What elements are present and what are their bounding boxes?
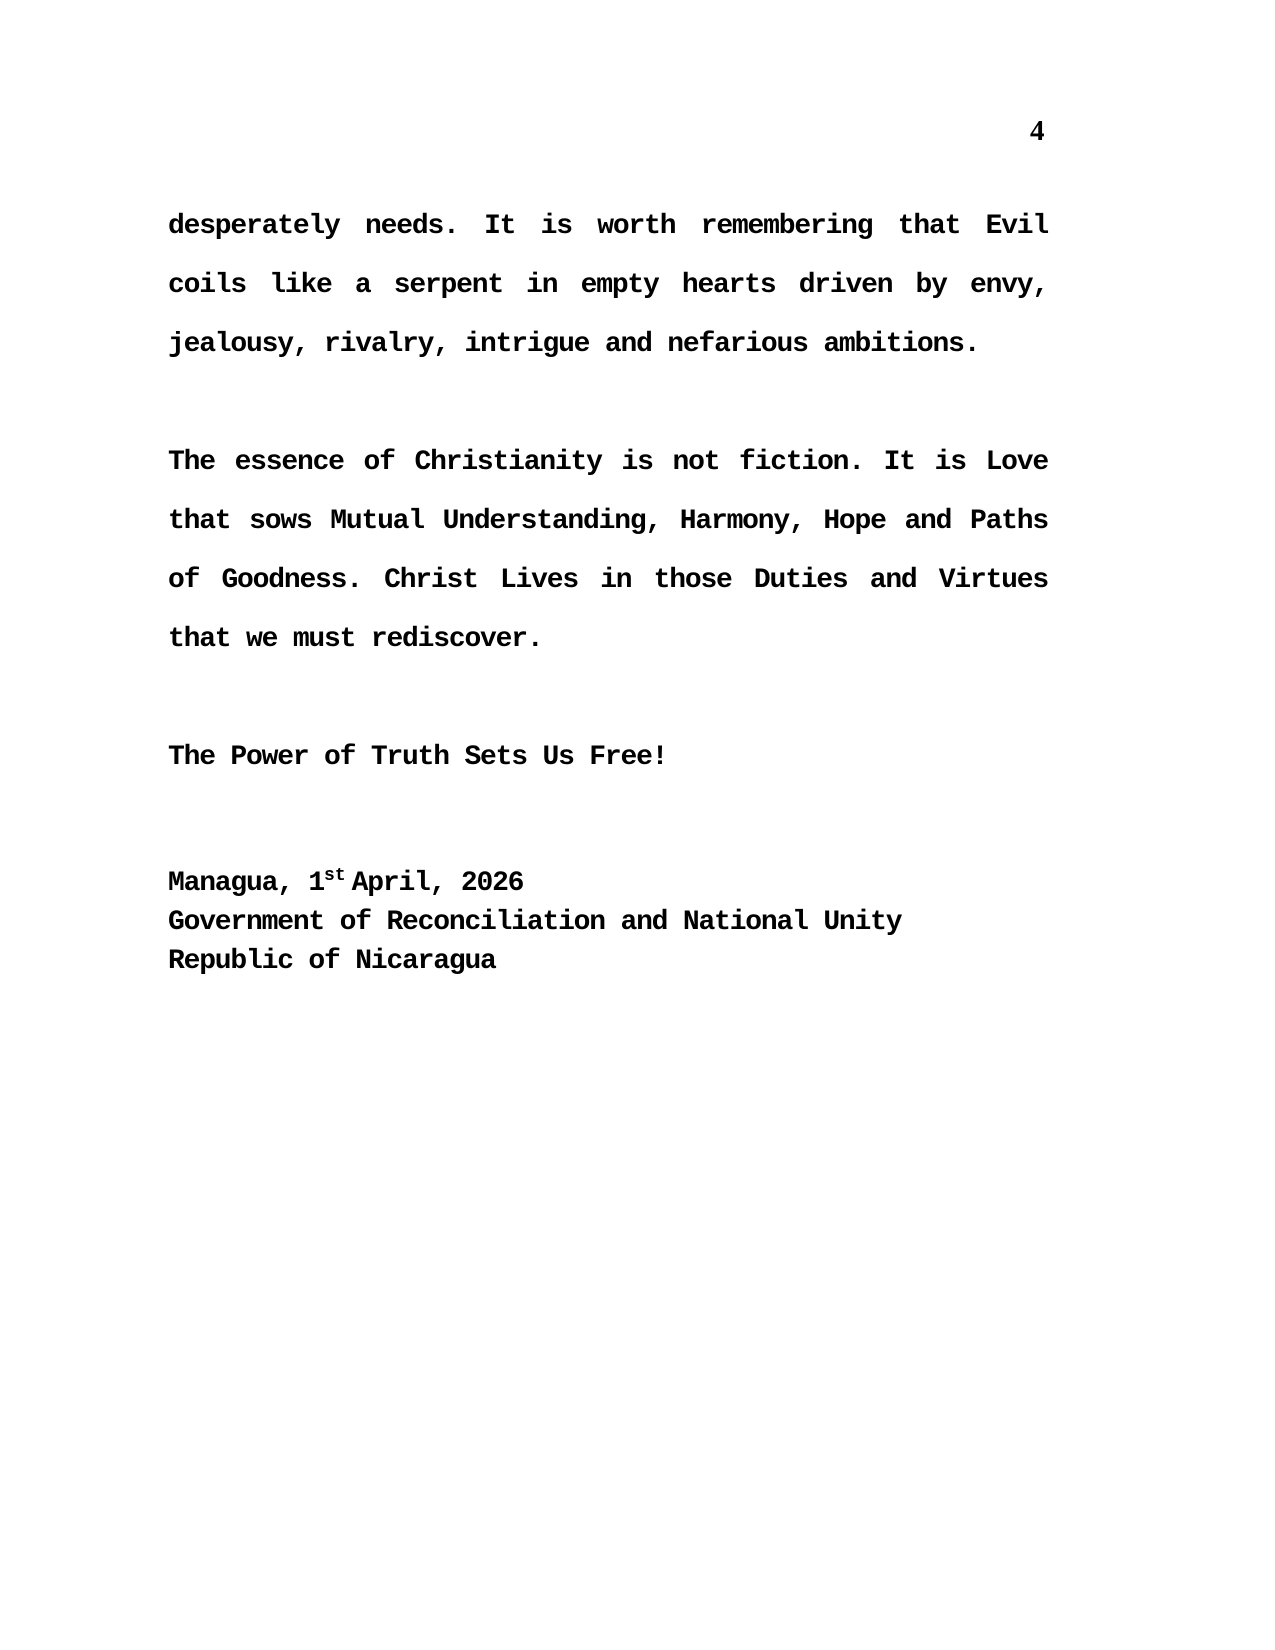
signature-block — [168, 864, 1048, 981]
paragraph-2: The essence of Christianity is not fiction. It is Love that sows Mutual Understanding, Harmony, Hope and Paths of Goodness. Christ Lives in those Duties and Virtues that we must rediscover. — [168, 447, 1048, 655]
signature-country: Republic of Nicaragua — [168, 946, 496, 977]
signature-place: Managua, 1 — [168, 868, 325, 899]
signature-date-line — [168, 864, 1048, 903]
page-number: 4 — [1030, 115, 1045, 147]
date-ordinal-suffix: st — [324, 865, 346, 886]
signature-government: Government of Reconciliation and National Unity — [168, 907, 902, 938]
closing-statement: The Power of Truth Sets Us Free! — [168, 742, 668, 773]
signature-date: April, 2026 — [351, 868, 524, 899]
paragraph-1: desperately needs. It is worth remembering that Evil coils like a serpent in empty hearts driven by envy, jealousy, rivalry, intrigue and nefarious ambitions. — [168, 211, 1048, 360]
document-body — [168, 197, 1048, 981]
